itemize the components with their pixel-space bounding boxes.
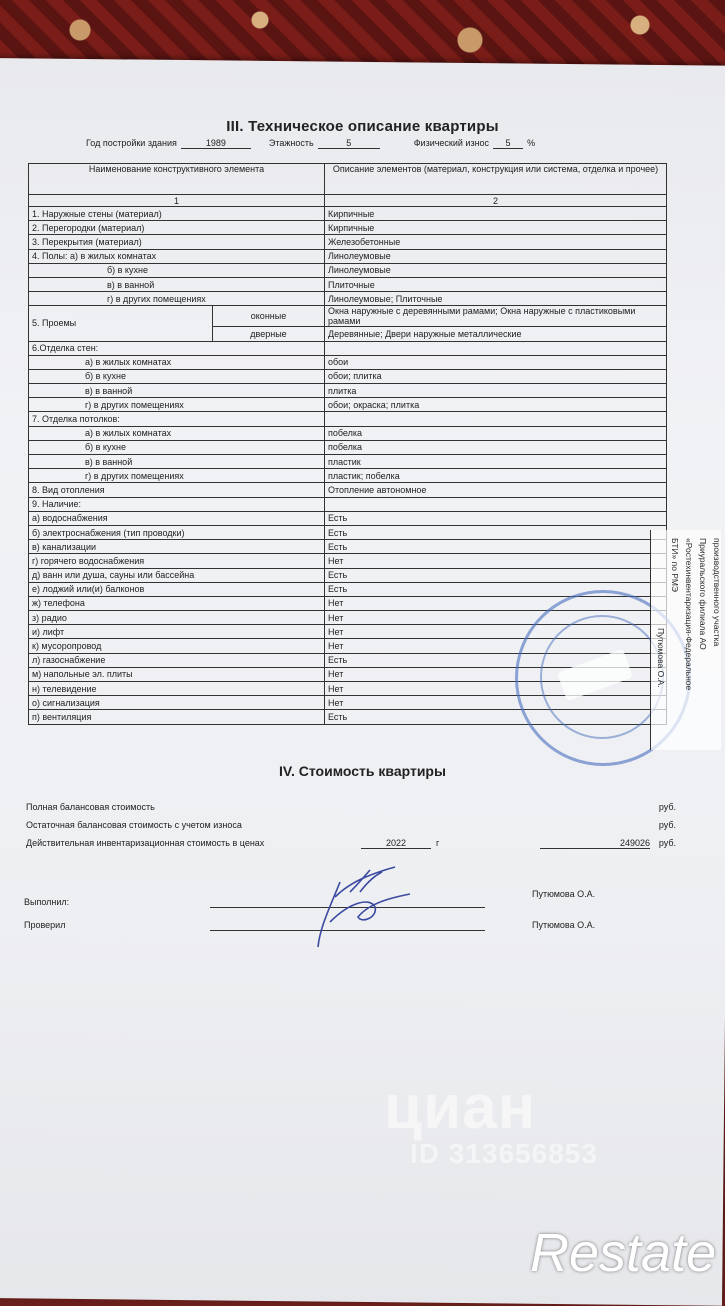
- element-description-cell: Нет: [325, 596, 667, 610]
- element-description-cell: Линолеумовые: [325, 263, 667, 277]
- element-name-cell: е) лоджий или(и) балконов: [29, 582, 325, 596]
- element-name-cell: г) горячего водоснабжения: [29, 554, 325, 568]
- element-name-cell: б) в кухне: [29, 440, 325, 454]
- num-col2: 2: [325, 195, 667, 207]
- element-name-cell: 7. Отделка потолков:: [29, 412, 325, 426]
- performed-name: Путюмова О.А.: [532, 889, 596, 899]
- floors-label: Этажность: [268, 138, 314, 148]
- element-description-cell: Линолеумовые; Плиточные: [325, 292, 667, 306]
- residual-cost-label: Остаточная балансовая стоимость с учетом износа: [26, 820, 242, 830]
- element-description-cell: Железобетонные: [325, 235, 667, 249]
- cian-watermark: циан: [384, 1073, 537, 1142]
- door-label: дверные: [213, 327, 325, 341]
- element-name-cell: б) в кухне: [29, 263, 325, 277]
- header-col1: Наименование конструктивного элемента: [29, 164, 325, 195]
- element-name-cell: м) напольные эл. плиты: [29, 667, 325, 681]
- element-description-cell: Нет: [325, 639, 667, 653]
- element-description-cell: Нет: [325, 682, 667, 696]
- checked-name: Путюмова О.А.: [532, 920, 596, 930]
- side-note-line1: производственного участка: [712, 538, 722, 647]
- table-row: [29, 497, 667, 511]
- table-row: [29, 369, 667, 383]
- element-description-cell: обои; окраска; плитка: [325, 398, 667, 412]
- residual-cost-row: [26, 820, 676, 830]
- element-name-cell: н) телевидение: [29, 682, 325, 696]
- element-name-cell: к) мусоропровод: [29, 639, 325, 653]
- element-description-cell: Нет: [325, 667, 667, 681]
- element-description-cell: обои; плитка: [325, 369, 667, 383]
- element-description-cell: Нет: [325, 696, 667, 710]
- handwritten-signature: [300, 862, 430, 952]
- table-row: [29, 292, 667, 306]
- table-row: [29, 525, 667, 539]
- table-row: [29, 540, 667, 554]
- actual-cost-row: [26, 838, 676, 848]
- element-name-cell: 4. Полы: а) в жилых комнатах: [29, 249, 325, 263]
- element-description-cell: обои: [325, 355, 667, 369]
- element-name-cell: и) лифт: [29, 625, 325, 639]
- table-row: [29, 207, 667, 221]
- element-name-cell: ж) телефона: [29, 596, 325, 610]
- element-name-cell: г) в других помещениях: [29, 469, 325, 483]
- table-row: [29, 277, 667, 291]
- table-row: [29, 235, 667, 249]
- side-note-name: Путюмова О.А.: [656, 628, 666, 688]
- element-description-cell: Есть: [325, 710, 667, 724]
- element-description-cell: Кирпичные: [325, 207, 667, 221]
- section4-title: IV. Стоимость квартиры: [279, 763, 446, 779]
- element-description-cell: [325, 412, 667, 426]
- element-description-cell: Кирпичные: [325, 221, 667, 235]
- side-note-line2: Приуральского филиала АО: [698, 538, 708, 650]
- element-name-cell: о) сигнализация: [29, 696, 325, 710]
- element-description-cell: Есть: [325, 568, 667, 582]
- full-cost-row: [26, 802, 676, 812]
- element-description-cell: Нет: [325, 625, 667, 639]
- element-description-cell: Есть: [325, 582, 667, 596]
- year-value: 1989: [181, 138, 251, 149]
- element-description-cell: Нет: [325, 611, 667, 625]
- year-label: Год постройки здания: [86, 138, 177, 148]
- element-description-cell: Есть: [325, 525, 667, 539]
- element-name-cell: 6.Отделка стен:: [29, 341, 325, 355]
- element-description-cell: плитка: [325, 384, 667, 398]
- actual-cost-rub: руб.: [658, 838, 676, 848]
- performed-label: Выполнил:: [24, 897, 70, 907]
- table-row: [29, 440, 667, 454]
- element-name-cell: в) в ванной: [29, 277, 325, 291]
- element-name-cell: а) водоснабжения: [29, 511, 325, 525]
- element-description-cell: пластик; побелка: [325, 469, 667, 483]
- element-name-cell: 1. Наружные стены (материал): [29, 207, 325, 221]
- wear-value: 5: [493, 138, 523, 149]
- restate-logo: Restate: [530, 1223, 717, 1283]
- element-description-cell: Нет: [325, 554, 667, 568]
- element-name-cell: п) вентиляция: [29, 710, 325, 724]
- actual-cost-year-suffix: г: [436, 838, 440, 848]
- element-name-cell: б) электроснабжения (тип проводки): [29, 525, 325, 539]
- openings-label: 5. Проемы: [29, 306, 213, 341]
- table-row: [29, 412, 667, 426]
- cian-id-watermark: ID 313656853: [410, 1138, 598, 1169]
- side-note-line4: БТИ» по РМЭ: [670, 538, 680, 593]
- section3-title: III. Техническое описание квартиры: [226, 118, 499, 135]
- side-note-line3: «Ростехинвентаризация-Федеральное: [684, 538, 694, 691]
- wear-unit: %: [527, 138, 536, 148]
- element-description-cell: Плиточные: [325, 277, 667, 291]
- element-description-cell: побелка: [325, 426, 667, 440]
- element-description-cell: Есть: [325, 540, 667, 554]
- element-name-cell: д) ванн или душа, сауны или бассейна: [29, 568, 325, 582]
- actual-cost-value: 249026: [540, 838, 650, 849]
- table-row: [29, 341, 667, 355]
- num-col1: 1: [29, 195, 325, 207]
- window-value: Окна наружные с деревянными рамами; Окна наружные с пластиковыми рамами: [325, 306, 667, 327]
- table-row: [29, 426, 667, 440]
- floors-value: 5: [318, 138, 380, 149]
- element-description-cell: Есть: [325, 653, 667, 667]
- table-row: [29, 398, 667, 412]
- element-name-cell: г) в других помещениях: [29, 292, 325, 306]
- full-cost-label: Полная балансовая стоимость: [26, 802, 155, 812]
- table-row: [29, 249, 667, 263]
- table-row: [29, 568, 667, 582]
- element-description-cell: Отопление автономное: [325, 483, 667, 497]
- table-row: [29, 221, 667, 235]
- table-row: [29, 582, 667, 596]
- element-description-cell: Есть: [325, 511, 667, 525]
- element-description-cell: побелка: [325, 440, 667, 454]
- residual-cost-rub: руб.: [658, 820, 676, 830]
- element-name-cell: а) в жилых комнатах: [29, 355, 325, 369]
- element-name-cell: 3. Перекрытия (материал): [29, 235, 325, 249]
- element-name-cell: г) в других помещениях: [29, 398, 325, 412]
- header-col2: Описание элементов (материал, конструкция или система, отделка и прочее): [325, 164, 667, 195]
- element-name-cell: 9. Наличие:: [29, 497, 325, 511]
- wear-label: Физический износ: [413, 138, 490, 148]
- element-name-cell: в) канализации: [29, 540, 325, 554]
- table-row: [29, 355, 667, 369]
- table-row: [29, 384, 667, 398]
- checked-label: Проверил: [24, 920, 66, 930]
- window-label: оконные: [213, 306, 325, 327]
- table-row: [29, 263, 667, 277]
- element-name-cell: 2. Перегородки (материал): [29, 221, 325, 235]
- actual-cost-label: Действительная инвентаризационная стоимость в ценах: [26, 838, 265, 848]
- element-name-cell: а) в жилых комнатах: [29, 426, 325, 440]
- building-meta: [86, 138, 646, 149]
- table-row: [29, 511, 667, 525]
- actual-cost-year: 2022: [361, 838, 431, 849]
- element-name-cell: в) в ванной: [29, 384, 325, 398]
- door-value: Деревянные; Двери наружные металлические: [325, 327, 667, 341]
- table-row: [29, 469, 667, 483]
- element-name-cell: з) радио: [29, 611, 325, 625]
- element-description-cell: [325, 497, 667, 511]
- table-row: [29, 554, 667, 568]
- element-description-cell: Линолеумовые: [325, 249, 667, 263]
- element-name-cell: б) в кухне: [29, 369, 325, 383]
- full-cost-rub: руб.: [658, 802, 676, 812]
- table-row: [29, 483, 667, 497]
- element-name-cell: 8. Вид отопления: [29, 483, 325, 497]
- element-description-cell: [325, 341, 667, 355]
- element-name-cell: в) в ванной: [29, 455, 325, 469]
- table-row: [29, 455, 667, 469]
- element-name-cell: л) газоснабжение: [29, 653, 325, 667]
- element-description-cell: пластик: [325, 455, 667, 469]
